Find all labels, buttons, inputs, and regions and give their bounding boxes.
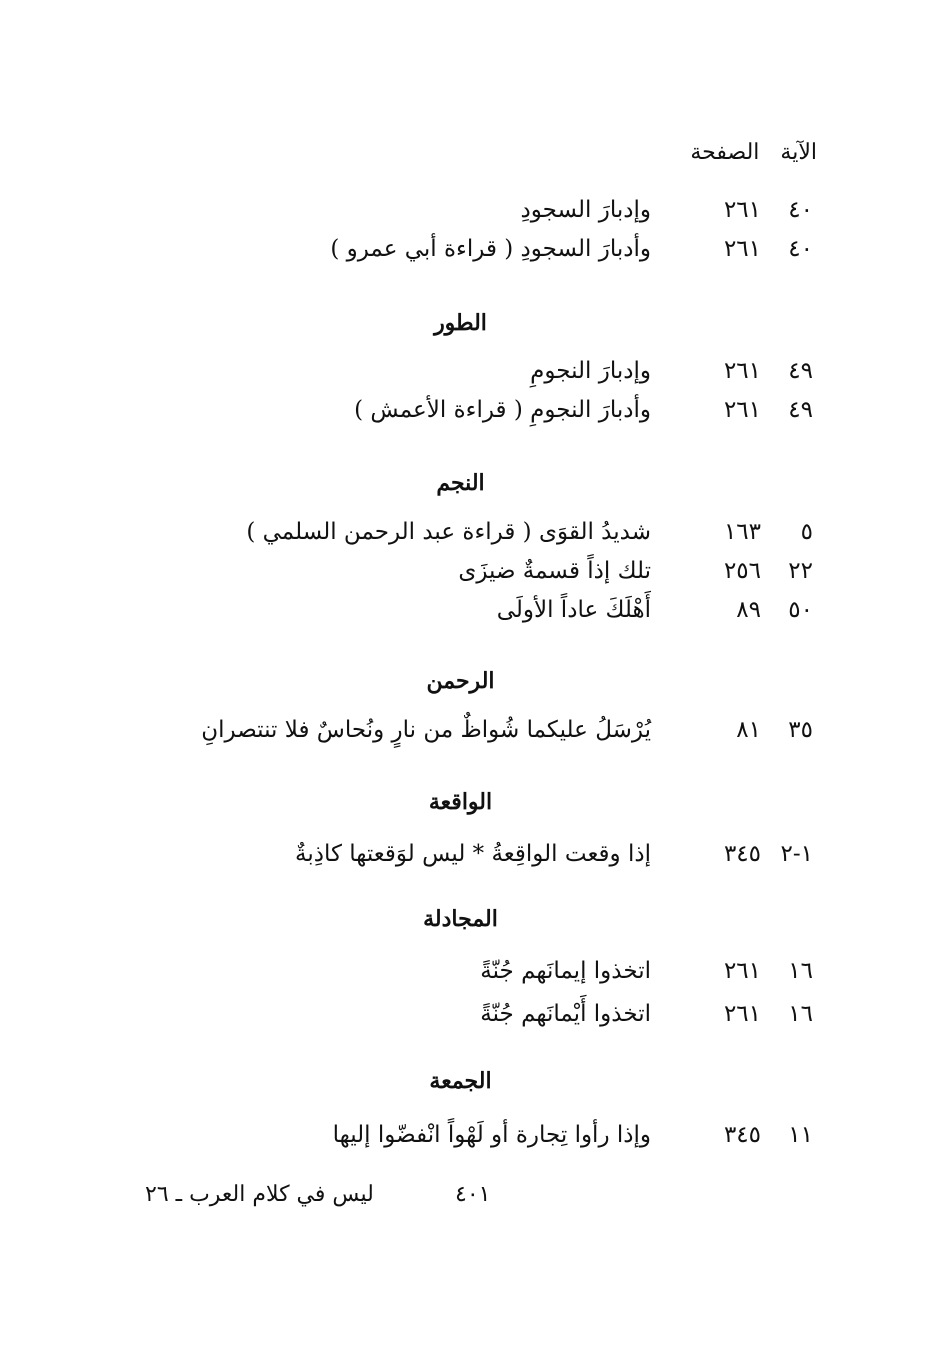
verse-text: وإذا رأوا تِجارة أو لَهْواً انْفضّوا إليها (332, 1122, 651, 1148)
verse-text: شديدُ القوَى ( قراءة عبد الرحمن السلمي ) (246, 519, 651, 545)
verse-text: اتخذوا إيمانَهم جُنّةً (480, 958, 651, 984)
column-header (676, 140, 817, 165)
aya-number: ٢٢ (788, 558, 813, 584)
aya-column-label: الآية (780, 140, 817, 165)
page-number: ٣٤٥ (723, 1122, 761, 1148)
page-number: ١٦٣ (723, 519, 761, 545)
aya-number: ١-٢ (780, 841, 813, 867)
aya-number: ٥٠ (788, 597, 813, 623)
aya-number: ١٦ (788, 1001, 813, 1027)
index-row (0, 1001, 941, 1035)
index-row (0, 1122, 941, 1156)
verse-text: أَهْلَكَ عاداً الأولَى (496, 597, 651, 623)
page-number: ٢٦١ (723, 358, 761, 384)
aya-number: ١١ (788, 1122, 813, 1148)
index-row (0, 717, 941, 751)
verse-text: تلك إذاً قسمةٌ ضيزَى (458, 558, 651, 584)
page-number: ٨١ (736, 717, 761, 743)
aya-number: ٤٠ (788, 236, 813, 262)
page-number: ٨٩ (736, 597, 761, 623)
aya-number: ٥ (800, 519, 813, 545)
page-number: ٢٦١ (723, 397, 761, 423)
index-row (0, 236, 941, 270)
verse-text: وأدبارَ النجومِ ( قراءة الأعمش ) (354, 397, 651, 423)
index-row (0, 958, 941, 992)
page-number: ٢٦١ (723, 197, 761, 223)
folio-number: ٤٠١ (455, 1182, 491, 1207)
page-number: ٣٤٥ (723, 841, 761, 867)
aya-number: ٤٩ (788, 397, 813, 423)
page-number: ٢٥٦ (723, 558, 761, 584)
index-row (0, 558, 941, 592)
page-number: ٢٦١ (723, 1001, 761, 1027)
verse-text: اتخذوا أَيْمانَهم جُنّةً (480, 1001, 651, 1027)
aya-number: ٤٩ (788, 358, 813, 384)
index-row (0, 841, 941, 875)
page-footer (0, 1182, 941, 1216)
verse-text: إذا وقعت الواقِعةُ * ليس لوَقعتها كاذِبةٌ (295, 841, 651, 867)
aya-number: ٤٠ (788, 197, 813, 223)
page-number: ٢٦١ (723, 958, 761, 984)
index-row (0, 519, 941, 553)
section-title: المجادلة (423, 906, 498, 932)
page-number: ٢٦١ (723, 236, 761, 262)
verse-text: وأدبارَ السجودِ ( قراءة أبي عمرو ) (330, 236, 651, 262)
section-title: النجم (436, 470, 485, 496)
verse-text: يُرْسَلُ عليكما شُواظٌ من نارٍ ونُحاسٌ فلا تنتصرانِ (201, 717, 651, 743)
page-column-label: الصفحة (690, 140, 760, 165)
running-title: ليس في كلام العرب ـ ٢٦ (145, 1182, 374, 1207)
verse-text: وإدبارَ النجومِ (530, 358, 651, 384)
aya-number: ٣٥ (788, 717, 813, 743)
section-title: الرحمن (426, 668, 495, 694)
index-row (0, 358, 941, 392)
verse-text: وإدبارَ السجودِ (520, 197, 651, 223)
section-title: الواقعة (428, 789, 493, 815)
index-row (0, 197, 941, 231)
section-title: الطور (434, 310, 487, 336)
aya-number: ١٦ (788, 958, 813, 984)
section-title: الجمعة (429, 1068, 492, 1094)
index-row (0, 397, 941, 431)
index-row (0, 597, 941, 631)
